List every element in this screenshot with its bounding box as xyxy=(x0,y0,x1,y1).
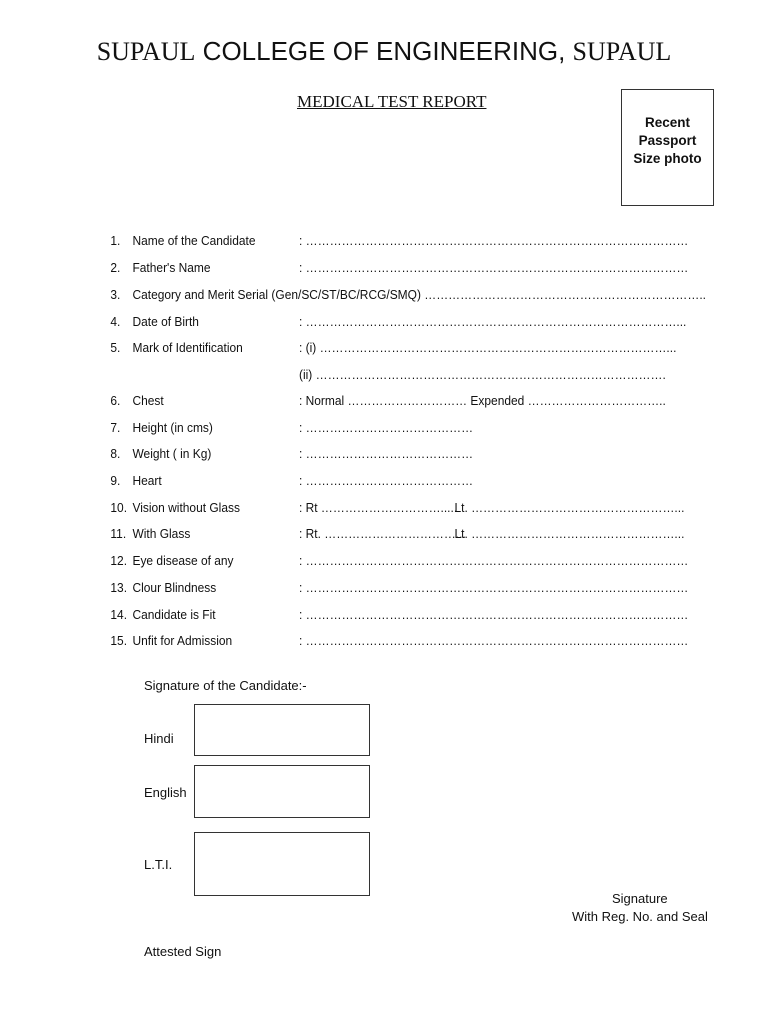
field-label: Vision without Glass xyxy=(132,500,240,515)
field-number: 1. xyxy=(110,233,121,248)
field-blank-right[interactable]: : Rt. ……………………………... xyxy=(299,526,466,541)
field-label: Eye disease of any xyxy=(132,553,234,568)
english-signature-box[interactable] xyxy=(194,765,370,818)
field-blank[interactable]: (ii) ……………………………………………………………………………. xyxy=(299,367,666,382)
field-blank[interactable]: : …………………………………………………………………………………… xyxy=(299,260,689,275)
field-number: 4. xyxy=(110,314,121,329)
title-part-2: COLLEGE OF ENGINEERING, xyxy=(202,36,566,66)
field-blank[interactable]: : …………………………………………………………………………………… xyxy=(299,607,689,622)
field-row xyxy=(0,578,707,598)
field-blank[interactable]: : …………………………………………………………………………………… xyxy=(299,580,689,595)
lti-thumb-box[interactable] xyxy=(194,832,370,896)
field-row xyxy=(0,258,707,278)
field-row xyxy=(0,631,707,651)
field-row xyxy=(0,551,707,571)
field-number: 14. xyxy=(110,607,128,622)
field-row xyxy=(0,471,707,491)
field-number: 6. xyxy=(110,393,121,408)
doctor-signature-line1: Signature xyxy=(612,891,668,906)
field-number: 7. xyxy=(110,420,121,435)
field-label: Clour Blindness xyxy=(132,580,217,595)
english-label: English xyxy=(144,785,187,800)
hindi-label: Hindi xyxy=(144,731,174,746)
field-label: Father's Name xyxy=(132,260,211,275)
field-label: Heart xyxy=(132,473,162,488)
title-part-3: SUPAUL xyxy=(572,37,672,66)
field-blank[interactable]: : …………………………………………………………………………………… xyxy=(299,633,689,648)
field-number: 12. xyxy=(110,553,128,568)
field-number: 2. xyxy=(110,260,121,275)
candidate-signature-label: Signature of the Candidate:- xyxy=(144,678,307,693)
field-row xyxy=(0,231,707,251)
field-label: Unfit for Admission xyxy=(132,633,233,648)
field-label: With Glass xyxy=(132,526,191,541)
field-row xyxy=(0,444,707,464)
field-label: Name of the Candidate xyxy=(132,233,256,248)
field-label: Candidate is Fit xyxy=(132,607,216,622)
field-blank[interactable]: : Normal ………………………… Expended …………………………….. xyxy=(299,393,666,408)
field-row xyxy=(0,312,707,332)
field-row xyxy=(0,605,707,625)
field-row xyxy=(0,498,707,518)
college-title xyxy=(0,36,768,67)
field-row xyxy=(0,338,707,358)
field-blank[interactable]: : …………………………………………………………………………………… xyxy=(299,553,689,568)
field-blank[interactable]: : …………………………………… xyxy=(299,446,474,461)
field-blank[interactable]: : …………………………………………………………………………………… xyxy=(299,233,689,248)
field-label[interactable]: Category and Merit Serial (Gen/SC/ST/BC/RCG/SMQ) …………………………………………………………….. xyxy=(132,287,706,302)
field-label: Mark of Identification xyxy=(132,340,243,355)
field-row xyxy=(0,365,707,385)
field-number: 3. xyxy=(110,287,121,302)
field-blank-right[interactable]: : Rt …………………………..... xyxy=(299,500,458,515)
field-blank-left[interactable]: Lt. ……………………………………………... xyxy=(454,500,685,515)
report-title: MEDICAL TEST REPORT xyxy=(297,92,487,111)
field-blank[interactable]: : …………………………………………………………………………………... xyxy=(299,314,687,329)
field-label: Date of Birth xyxy=(132,314,199,329)
photo-box-label: Recent Passport Size photo xyxy=(633,115,702,166)
doctor-signature-line2: With Reg. No. and Seal xyxy=(572,909,708,924)
field-number: 10. xyxy=(110,500,128,515)
title-part-1: SUPAUL xyxy=(96,37,196,66)
field-blank-left[interactable]: Lt. ……………………………………………... xyxy=(454,526,685,541)
field-blank[interactable]: : …………………………………… xyxy=(299,420,474,435)
field-number: 9. xyxy=(110,473,121,488)
field-label: Weight ( in Kg) xyxy=(132,446,212,461)
field-label: Chest xyxy=(132,393,164,408)
field-number: 11. xyxy=(110,526,127,541)
field-number: 5. xyxy=(110,340,121,355)
photo-box xyxy=(621,89,714,206)
field-row xyxy=(0,285,707,305)
field-blank[interactable]: : …………………………………… xyxy=(299,473,474,488)
field-row xyxy=(0,524,707,544)
field-blank[interactable]: : (i) ……………………………………………………………………………... xyxy=(299,340,677,355)
field-row xyxy=(0,391,707,411)
lti-label: L.T.I. xyxy=(144,857,173,872)
attested-sign-label: Attested Sign xyxy=(144,944,222,959)
field-number: 15. xyxy=(110,633,128,648)
field-number: 8. xyxy=(110,446,121,461)
field-row xyxy=(0,418,707,438)
hindi-signature-box[interactable] xyxy=(194,704,370,756)
field-label: Height (in cms) xyxy=(132,420,213,435)
field-number: 13. xyxy=(110,580,128,595)
